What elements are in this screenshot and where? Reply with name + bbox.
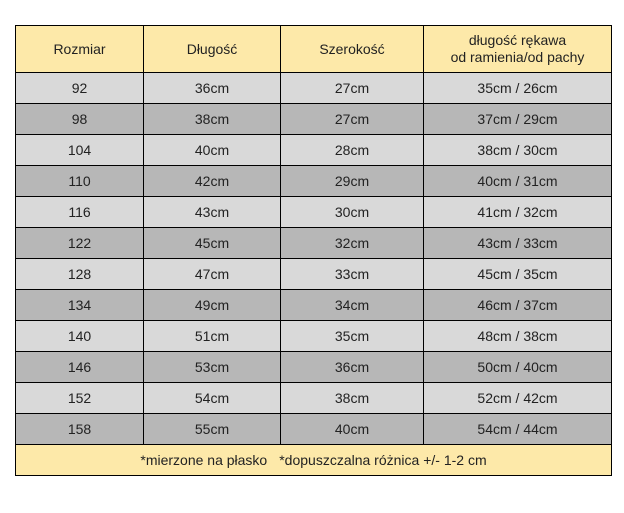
cell-sleeve: 46cm / 37cm — [424, 290, 612, 321]
cell-length: 53cm — [144, 352, 281, 383]
header-width: Szerokość — [281, 26, 424, 73]
cell-size: 122 — [16, 228, 144, 259]
cell-size: 116 — [16, 197, 144, 228]
table-row — [16, 228, 612, 259]
note-tolerance: *dopuszczalna różnica +/- 1-2 cm — [279, 451, 487, 468]
cell-width: 35cm — [281, 321, 424, 352]
table-row — [16, 104, 612, 135]
cell-width: 36cm — [281, 352, 424, 383]
cell-size: 158 — [16, 414, 144, 445]
table-row — [16, 352, 612, 383]
header-sleeve-line2: od ramienia/od pachy — [450, 49, 585, 65]
table-row — [16, 383, 612, 414]
cell-length: 51cm — [144, 321, 281, 352]
cell-length: 47cm — [144, 259, 281, 290]
note-flat-measurement: *mierzone na płasko — [140, 451, 268, 468]
table-body — [16, 73, 612, 445]
cell-sleeve: 38cm / 30cm — [424, 135, 612, 166]
cell-sleeve: 52cm / 42cm — [424, 383, 612, 414]
cell-size: 92 — [16, 73, 144, 104]
cell-size: 110 — [16, 166, 144, 197]
cell-length: 42cm — [144, 166, 281, 197]
table-row — [16, 73, 612, 104]
footer-row — [16, 445, 612, 476]
cell-sleeve: 35cm / 26cm — [424, 73, 612, 104]
cell-width: 30cm — [281, 197, 424, 228]
cell-sleeve: 41cm / 32cm — [424, 197, 612, 228]
cell-width: 33cm — [281, 259, 424, 290]
size-chart-table — [15, 25, 612, 476]
cell-size: 98 — [16, 104, 144, 135]
table-footer — [16, 445, 612, 476]
cell-size: 128 — [16, 259, 144, 290]
cell-width: 38cm — [281, 383, 424, 414]
cell-sleeve: 43cm / 33cm — [424, 228, 612, 259]
table-row — [16, 197, 612, 228]
cell-sleeve: 48cm / 38cm — [424, 321, 612, 352]
cell-length: 49cm — [144, 290, 281, 321]
cell-size: 134 — [16, 290, 144, 321]
cell-width: 29cm — [281, 166, 424, 197]
cell-sleeve: 40cm / 31cm — [424, 166, 612, 197]
table-row — [16, 259, 612, 290]
cell-width: 27cm — [281, 73, 424, 104]
table-row — [16, 135, 612, 166]
cell-length: 36cm — [144, 73, 281, 104]
cell-sleeve: 50cm / 40cm — [424, 352, 612, 383]
cell-length: 54cm — [144, 383, 281, 414]
table-row — [16, 166, 612, 197]
cell-width: 28cm — [281, 135, 424, 166]
table-row — [16, 321, 612, 352]
cell-size: 104 — [16, 135, 144, 166]
cell-sleeve: 37cm / 29cm — [424, 104, 612, 135]
cell-length: 55cm — [144, 414, 281, 445]
cell-width: 40cm — [281, 414, 424, 445]
header-length: Długość — [144, 26, 281, 73]
header-sleeve-line1: długość rękawa — [468, 32, 567, 48]
cell-width: 34cm — [281, 290, 424, 321]
cell-width: 27cm — [281, 104, 424, 135]
cell-size: 140 — [16, 321, 144, 352]
footer-note — [16, 445, 612, 476]
header-sleeve — [424, 26, 612, 73]
cell-size: 146 — [16, 352, 144, 383]
cell-sleeve: 45cm / 35cm — [424, 259, 612, 290]
header-row — [16, 26, 612, 73]
cell-length: 38cm — [144, 104, 281, 135]
cell-length: 45cm — [144, 228, 281, 259]
cell-size: 152 — [16, 383, 144, 414]
cell-width: 32cm — [281, 228, 424, 259]
table-header — [16, 26, 612, 73]
table-row — [16, 290, 612, 321]
header-size: Rozmiar — [16, 26, 144, 73]
cell-length: 40cm — [144, 135, 281, 166]
table-row — [16, 414, 612, 445]
cell-length: 43cm — [144, 197, 281, 228]
cell-sleeve: 54cm / 44cm — [424, 414, 612, 445]
